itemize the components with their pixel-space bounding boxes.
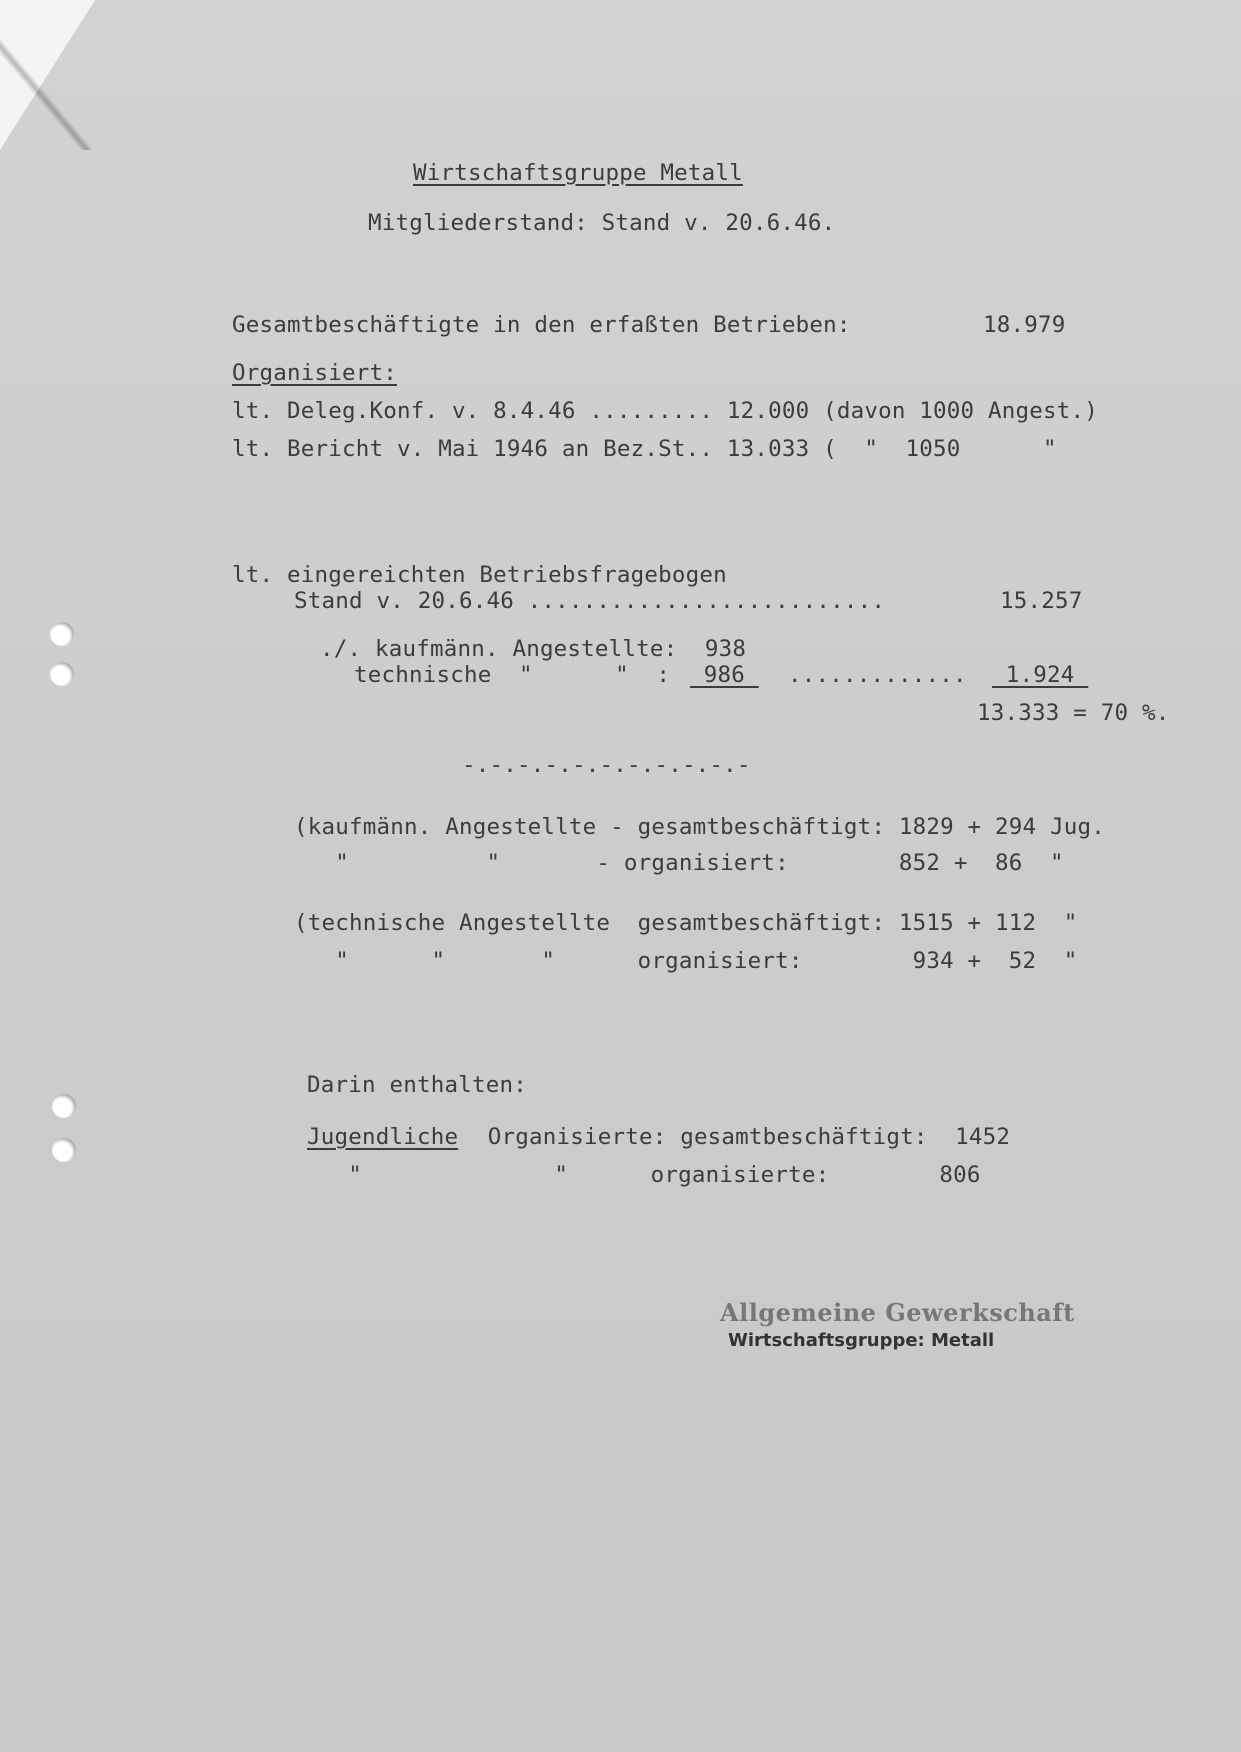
organized-row-1: lt. Deleg.Konf. v. 8.4.46 ......... 12.000 (davon 1000 Angest.) — [232, 398, 1099, 424]
organization-stamp — [720, 1298, 1075, 1358]
minus-commercial-line: ./. kaufmänn. Angestellte: 938 — [320, 636, 747, 662]
punch-hole-2 — [50, 662, 74, 686]
stamp-line-2: Wirtschaftsgruppe: Metall — [728, 1330, 995, 1351]
stamp-line-1: Allgemeine Gewerkschaft — [720, 1298, 1075, 1327]
employees-row-1: (kaufmänn. Angestellte - gesamtbeschäftigt: 1829 + 294 Jug. — [294, 814, 1106, 840]
total-employees-value: 18.979 — [983, 312, 1066, 338]
included-row-1: Organisierte: gesamtbeschäftigt: 1452 — [474, 1124, 1011, 1150]
section-divider: -.-.-.-.-.-.-.-.-.-.- — [462, 752, 751, 778]
document-subtitle: Mitgliederstand: Stand v. 20.6.46. — [368, 210, 836, 236]
punch-hole-1 — [50, 622, 74, 646]
punch-hole-4 — [52, 1138, 76, 1162]
minus-technical-number: 986 — [690, 662, 759, 688]
included-heading: Darin enthalten: — [307, 1072, 527, 1098]
organized-heading: Organisiert: — [232, 360, 397, 386]
punch-hole-3 — [52, 1094, 76, 1118]
included-row-2: " " organisierte: 806 — [307, 1162, 981, 1188]
questionnaire-stand-value: 15.257 — [1000, 588, 1083, 614]
questionnaire-line-1: lt. eingereichten Betriebsfragebogen — [232, 562, 727, 588]
minus-technical-dots: ............. — [788, 662, 967, 688]
folded-corner-shadow — [0, 0, 110, 150]
included-youth-label: Jugendliche — [307, 1124, 459, 1150]
organized-row-2: lt. Bericht v. Mai 1946 an Bez.St.. 13.033 ( " 1050 " — [232, 436, 1057, 462]
employees-row-3: (technische Angestellte gesamtbeschäftigt: 1515 + 112 " — [294, 910, 1078, 936]
minus-technical-label: technische " " : — [354, 662, 671, 688]
employees-row-2: " " - organisiert: 852 + 86 " — [294, 850, 1064, 876]
questionnaire-result: 13.333 = 70 %. — [977, 700, 1170, 726]
questionnaire-stand-label: Stand v. 20.6.46 .......................... — [294, 588, 886, 614]
document-title: Wirtschaftsgruppe Metall — [413, 160, 743, 186]
total-employees-label: Gesamtbeschäftigte in den erfaßten Betrieben: — [232, 312, 851, 338]
employees-row-4: " " " organisiert: 934 + 52 " — [294, 948, 1078, 974]
minus-subtotal-value: 1.924 — [992, 662, 1089, 688]
